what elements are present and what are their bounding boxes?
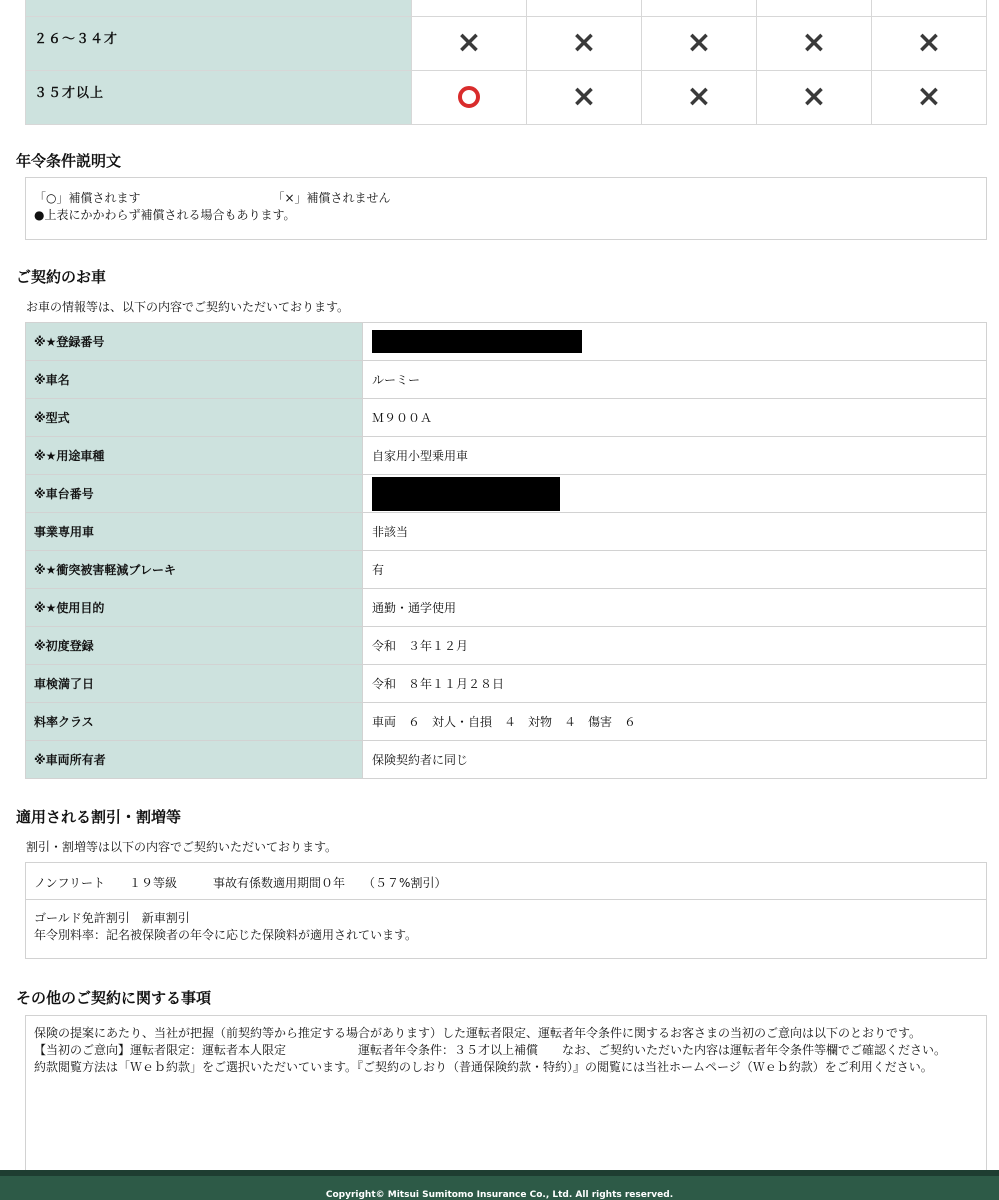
table-row — [26, 513, 987, 551]
car-section-title: ご契約のお車 — [16, 268, 107, 286]
discount-grade-line: ノンフリート １９等級 事故有係数適用期間０年 （５７%割引） — [34, 876, 447, 890]
table-row — [26, 323, 987, 361]
field-label: ※★用途車種 — [26, 437, 363, 475]
cross-icon: × — [686, 79, 712, 114]
field-label: ※初度登録 — [26, 627, 363, 665]
table-row — [26, 741, 987, 779]
legend-line — [34, 190, 986, 207]
table-row — [26, 551, 987, 589]
other-section-title: その他のご契約に関する事項 — [16, 989, 212, 1007]
table-row — [26, 399, 987, 437]
table-row — [26, 475, 987, 513]
discount-section-title: 適用される割引・割増等 — [16, 808, 182, 826]
field-value: 保険契約者に同じ — [363, 741, 987, 779]
mark-cell — [527, 16, 642, 70]
cross-icon: × — [801, 79, 827, 114]
discount-detail-line: 年令別料率：記名被保険者の年令に応じた保険料が適用されています。 — [34, 928, 418, 942]
field-value: 令和 ３年１２月 — [363, 627, 987, 665]
age-explain-box — [25, 177, 987, 240]
mark-cell — [642, 16, 757, 70]
circle-icon — [458, 86, 480, 108]
field-label: 車検満了日 — [26, 665, 363, 703]
table-row — [26, 665, 987, 703]
mark-cell — [872, 16, 987, 70]
field-label: 事業専用車 — [26, 513, 363, 551]
mark-cell — [642, 0, 757, 16]
mark-cell — [412, 16, 527, 70]
discount-grade-box — [25, 862, 987, 900]
other-paragraph: 約款閲覧方法は「Ｗｅｂ約款」をご選択いただいています。『ご契約のしおり（普通保険約款・特約）』の閲覧には当社ホームページ（Ｗｅｂ約款）をご利用ください。 — [34, 1060, 933, 1074]
age-explain-title: 年令条件説明文 — [16, 152, 122, 170]
redaction-block — [372, 477, 560, 511]
field-value: 車両 ６ 対人・自損 ４ 対物 ４ 傷害 ６ — [363, 703, 987, 741]
discount-section-subtitle: 割引・割増等は以下の内容でご契約いただいております。 — [26, 840, 338, 854]
cross-icon: × — [686, 25, 712, 60]
discount-detail-box — [25, 899, 987, 959]
field-value: 令和 ８年１１月２８日 — [363, 665, 987, 703]
field-value: 非該当 — [363, 513, 987, 551]
footer — [0, 1170, 999, 1200]
cross-icon: × — [571, 79, 597, 114]
table-row — [26, 361, 987, 399]
mark-cell — [412, 0, 527, 16]
copyright-text: Copyright© Mitsui Sumitomo Insurance Co., Ltd. All rights reserved. — [325, 1190, 674, 1200]
other-paragraph: 【当初のご意向】運転者限定：運転者本人限定 運転者年令条件：３５才以上補償 なお、ご契約いただいた内容は運転者年令条件等欄でご確認ください。 — [34, 1043, 947, 1057]
table-row — [26, 627, 987, 665]
field-label: ※車台番号 — [26, 475, 363, 513]
other-section-box — [25, 1015, 987, 1170]
legend-note: ●上表にかかわらず補償される場合もあります。 — [34, 208, 296, 222]
mark-cell — [872, 70, 987, 124]
table-row — [26, 70, 987, 124]
field-label: ※★使用目的 — [26, 589, 363, 627]
mark-cell — [642, 70, 757, 124]
field-label: 料率クラス — [26, 703, 363, 741]
mark-cell — [872, 0, 987, 16]
field-value: 有 — [363, 551, 987, 589]
age-condition-table — [25, 0, 987, 125]
age-label: ３５才以上 — [26, 70, 412, 124]
age-label: ２６～３４才 — [26, 16, 412, 70]
legend-covered: 「○」補償されます — [34, 191, 141, 205]
mark-cell — [527, 0, 642, 16]
field-value — [363, 323, 987, 361]
mark-cell — [757, 16, 872, 70]
table-row — [26, 437, 987, 475]
car-section-subtitle: お車の情報等は、以下の内容でご契約いただいております。 — [26, 300, 350, 314]
mark-cell — [527, 70, 642, 124]
cross-icon: × — [916, 79, 942, 114]
mark-cell — [757, 0, 872, 16]
mark-cell — [757, 70, 872, 124]
field-value — [363, 475, 987, 513]
field-value: ルーミー — [363, 361, 987, 399]
field-label: ※車両所有者 — [26, 741, 363, 779]
table-row — [26, 703, 987, 741]
discount-detail-line: ゴールド免許割引 新車割引 — [34, 911, 190, 925]
field-label: ※車名 — [26, 361, 363, 399]
redaction-block — [372, 330, 582, 353]
table-row — [26, 16, 987, 70]
legend-not-covered: 「×」補償されません — [272, 191, 391, 205]
table-row — [26, 0, 987, 16]
other-paragraph: 保険の提案にあたり、当社が把握（前契約等から推定する場合があります）した運転者限定、運転者年令条件に関するお客さまの当初のご意向は以下のとおりです。 — [34, 1026, 922, 1040]
car-info-table — [25, 322, 987, 779]
mark-cell — [412, 70, 527, 124]
cross-icon: × — [916, 25, 942, 60]
field-value: 通勤・通学使用 — [363, 589, 987, 627]
cross-icon: × — [801, 25, 827, 60]
table-row — [26, 589, 987, 627]
field-label: ※★衝突被害軽減ブレーキ — [26, 551, 363, 589]
cross-icon: × — [571, 25, 597, 60]
field-value: Ｍ９００Ａ — [363, 399, 987, 437]
field-label: ※★登録番号 — [26, 323, 363, 361]
field-value: 自家用小型乗用車 — [363, 437, 987, 475]
field-label: ※型式 — [26, 399, 363, 437]
age-label-cell — [26, 0, 412, 16]
cross-icon: × — [456, 25, 482, 60]
